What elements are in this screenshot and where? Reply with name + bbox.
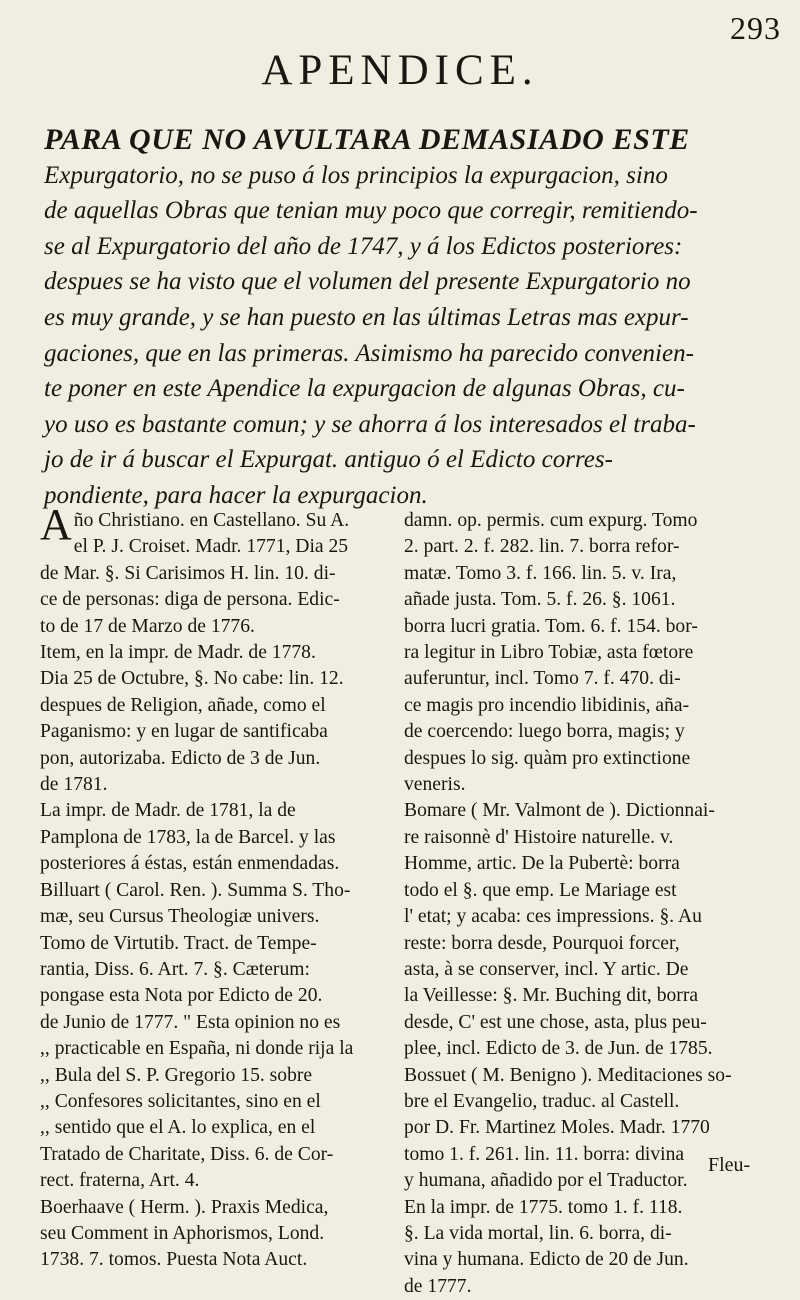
column-line: ,, Confesores solicitantes, sino en el [40, 1090, 321, 1112]
column-line: ,, practicable en España, ni donde rija la [40, 1038, 354, 1060]
intro-line: yo uso es bastante comun; y se ahorra á los interesados el traba- [44, 410, 696, 438]
column-line: Paganismo: y en lugar de santificaba [40, 721, 328, 743]
column-line: añade justa. Tom. 5. f. 26. §. 1061. [404, 589, 676, 611]
column-line: Pamplona de 1783, la de Barcel. y las [40, 826, 336, 848]
column-line: 2. part. 2. f. 282. lin. 7. borra refor- [404, 536, 680, 558]
intro-line: es muy grande, y se han puesto en las últimas Letras mas expur- [44, 303, 689, 331]
intro-line: despues se ha visto que el volumen del presente Expurgatorio no [44, 268, 691, 296]
intro-line: gaciones, que en las primeras. Asimismo ha parecido convenien- [44, 339, 694, 367]
column-line: Dia 25 de Octubre, §. No cabe: lin. 12. [40, 668, 344, 690]
column-line: plee, incl. Edicto de 3. de Jun. de 1785. [404, 1038, 713, 1060]
column-line: ño Christiano. en Castellano. Su A. [73, 510, 350, 531]
left-column [40, 500, 385, 1274]
column-line: re raisonnè d' Histoire naturelle. v. [404, 826, 674, 848]
page-title: APENDICE. [261, 47, 539, 94]
column-line: todo el §. que emp. Le Mariage est [404, 879, 677, 901]
column-line: matæ. Tomo 3. f. 166. lin. 5. v. Ira, [404, 562, 677, 584]
column-line: de Mar. §. Si Carisimos H. lin. 10. di- [40, 562, 336, 584]
column-line: el P. J. Croiset. Madr. 1771, Dia 25 [73, 536, 349, 558]
intro-line: jo de ir á buscar el Expurgat. antiguo ó el Edicto corres- [44, 446, 613, 474]
column-line: rect. fraterna, Art. 4. [40, 1170, 200, 1192]
drop-cap: A [40, 500, 72, 549]
column-line: Homme, artic. De la Pubertè: borra [404, 853, 680, 875]
column-line: seu Comment in Aphorismos, Lond. [40, 1222, 325, 1244]
column-line: Bossuet ( M. Benigno ). Meditaciones so- [404, 1064, 732, 1086]
column-line: de 1781. [40, 774, 108, 796]
intro-line: Expurgatorio, no se puso á los principios la expurgacion, sino [44, 161, 668, 189]
intro-line: de aquellas Obras que tenian muy poco que corregir, remitiendo- [44, 197, 698, 225]
column-line: auferuntur, incl. Tomo 7. f. 470. di- [404, 668, 681, 690]
column-line: pongase esta Nota por Edicto de 20. [40, 985, 323, 1007]
column-line: vina y humana. Edicto de 20 de Jun. [404, 1249, 689, 1271]
column-line: la Veillesse: §. Mr. Buching dit, borra [404, 985, 699, 1007]
column-line: 1738. 7. tomos. Puesta Nota Auct. [40, 1249, 308, 1271]
column-line: l' etat; y acaba: ces impressions. §. Au [404, 906, 702, 928]
column-line: pon, autorizaba. Edicto de 3 de Jun. [40, 747, 321, 769]
intro-line: te poner en este Apendice la expurgacion de algunas Obras, cu- [44, 375, 685, 403]
column-line: de Junio de 1777. " Esta opinion no es [40, 1011, 341, 1033]
column-line: por D. Fr. Martinez Moles. Madr. 1770 [404, 1117, 710, 1139]
column-line: Tomo de Virtutib. Tract. de Tempe- [40, 932, 317, 954]
column-line: bre el Evangelio, traduc. al Castell. [404, 1090, 680, 1112]
column-line: reste: borra desde, Pourquoi forcer, [404, 932, 680, 954]
column-line: §. La vida mortal, lin. 6. borra, di- [404, 1222, 672, 1244]
intro-paragraph [44, 122, 772, 514]
column-line: ra legitur in Libro Tobiæ, asta fœtore [404, 642, 694, 664]
column-line: En la impr. de 1775. tomo 1. f. 118. [404, 1196, 683, 1218]
column-line: ce de personas: diga de persona. Edic- [40, 589, 340, 611]
column-line: to de 17 de Marzo de 1776. [40, 615, 255, 637]
column-line: Billuart ( Carol. Ren. ). Summa S. Tho- [40, 879, 351, 901]
column-line: borra lucri gratia. Tom. 6. f. 154. bor- [404, 615, 698, 637]
column-line: Boerhaave ( Herm. ). Praxis Medica, [40, 1196, 329, 1218]
column-line: despues lo sig. quàm pro extinctione [404, 747, 691, 769]
column-line: asta, à se conserver, incl. Y artic. De [404, 958, 689, 980]
column-line: mæ, seu Cursus Theologiæ univers. [40, 906, 320, 928]
column-line: de 1777. [404, 1275, 472, 1297]
column-line: de coercendo: luego borra, magis; y [404, 721, 685, 743]
intro-line: pondiente, para hacer la expurgacion. [44, 481, 428, 509]
column-line: La impr. de Madr. de 1781, la de [40, 800, 296, 822]
intro-line: se al Expurgatorio del año de 1747, y á los Edictos posteriores: [44, 232, 683, 260]
column-line: posteriores á éstas, están enmendadas. [40, 853, 340, 875]
column-line: ,, Bula del S. P. Gregorio 15. sobre [40, 1064, 313, 1086]
column-line: tomo 1. f. 261. lin. 11. borra: divina [404, 1143, 685, 1165]
column-line: ce magis pro incendio libidinis, aña- [404, 694, 690, 716]
column-line: ,, sentido que el A. lo explica, en el [40, 1117, 316, 1139]
column-line: damn. op. permis. cum expurg. Tomo [404, 510, 698, 531]
column-line: despues de Religion, añade, como el [40, 694, 326, 716]
column-line: rantia, Diss. 6. Art. 7. §. Cæterum: [40, 958, 310, 980]
page-number: 293 [730, 10, 781, 46]
column-line: veneris. [404, 774, 466, 796]
column-line: Tratado de Charitate, Diss. 6. de Cor- [40, 1143, 334, 1165]
column-line: y humana, añadido por el Traductor. [404, 1170, 688, 1192]
right-column [404, 508, 764, 1300]
column-line: desde, C' est une chose, asta, plus peu- [404, 1011, 707, 1033]
column-line: Item, en la impr. de Madr. de 1778. [40, 642, 316, 664]
intro-line: PARA QUE NO AVULTARA DEMASIADO ESTE [44, 123, 690, 156]
column-line: Bomare ( Mr. Valmont de ). Dictionnai- [404, 800, 715, 822]
catchword: Fleu- [708, 1154, 751, 1176]
